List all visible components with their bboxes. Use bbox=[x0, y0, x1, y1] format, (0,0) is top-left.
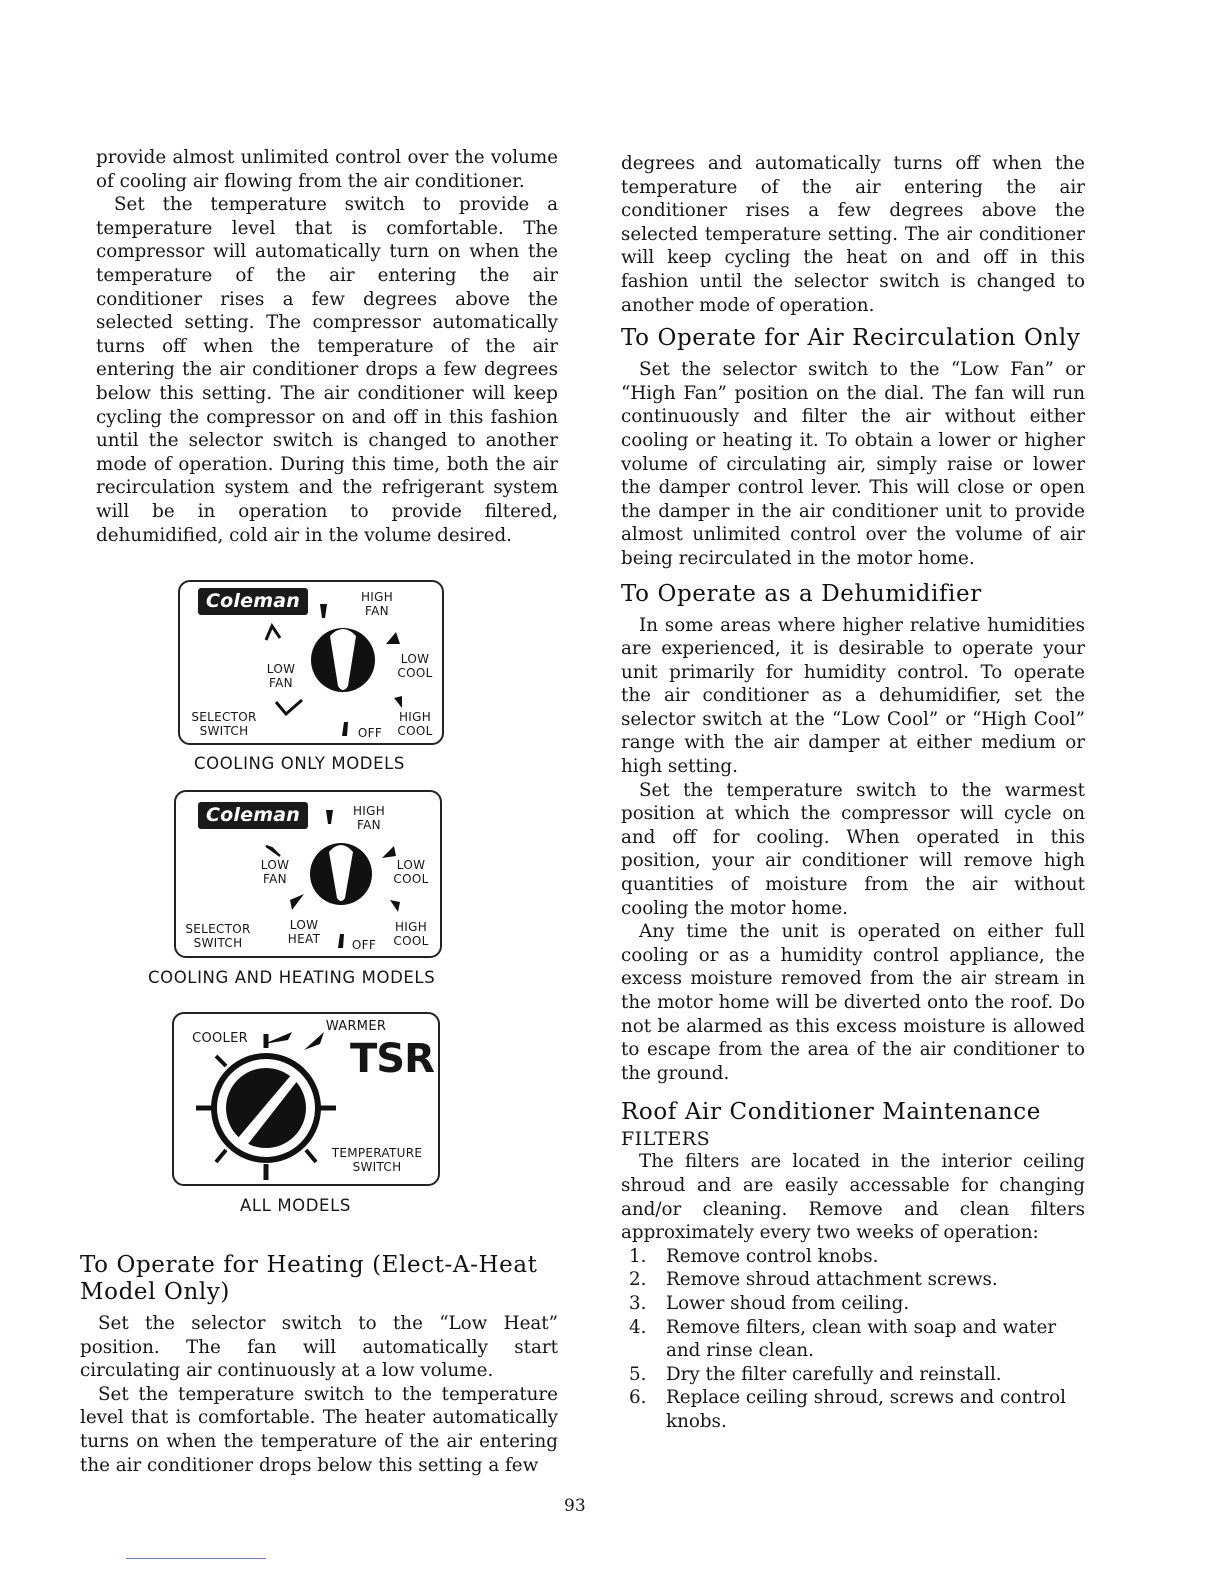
selector-dial-icon bbox=[180, 582, 442, 743]
coleman-logo: Coleman bbox=[198, 588, 308, 615]
page-number: 93 bbox=[564, 1496, 586, 1516]
paragraph: In some areas where higher relative humidities are experienced, it is desirable to operate your unit primarily for humidity control. To operate the air conditioner as a dehumidifier, set the selector switch at the “Low Cool” or “High Cool” range with the air damper at either medium or high setting. bbox=[621, 614, 1085, 778]
cooler-label: COOLER bbox=[192, 1031, 248, 1046]
list-item: 5. Dry the filter carefully and reinstall. bbox=[629, 1363, 1002, 1385]
temperature-switch-diagram bbox=[172, 1012, 440, 1186]
tsr-logo: TSR bbox=[350, 1036, 434, 1082]
list-item: 3. Lower shoud from ceiling. bbox=[629, 1292, 910, 1314]
paragraph: The filters are located in the interior ceiling shroud and are easily accessable for changing and/or cleaning. Remove and clean filters approximately every two weeks of operation: bbox=[621, 1151, 1085, 1244]
off-label: OFF bbox=[357, 726, 383, 740]
low-cool-label: LOW COOL bbox=[397, 652, 433, 680]
low-heat-label: LOW HEAT bbox=[287, 918, 321, 946]
cooling-only-selector-diagram bbox=[178, 580, 444, 745]
paragraph: Set the selector switch to the “Low Fan” or “High Fan” position on the dial. The fan will run continuously and filter the air without either cooling or heating it. To obtain a lower or higher volume of circulating air, simply raise or lower the damper control lever. This will close or open the damper in the air conditioner unit to provide almost unlimited control over the volume of air being recirculated in the motor home. bbox=[621, 359, 1085, 569]
low-cool-label: LOW COOL bbox=[393, 858, 429, 886]
footer-rule bbox=[126, 1558, 266, 1559]
cooling-heating-caption: COOLING AND HEATING MODELS bbox=[148, 968, 436, 987]
paragraph: provide almost unlimited control over the volume of cooling air flowing from the air conditioner. bbox=[96, 147, 558, 192]
heating-section bbox=[80, 1252, 558, 1477]
high-fan-label: HIGH FAN bbox=[352, 804, 386, 832]
paragraph: Any time the unit is operated on either full cooling or as a humidity control appliance, the excess moisture removed from the air stream in the motor home will be diverted onto the roof. Do not be alarmed as this excess moisture is allowed to escape from the area of the air conditioner to the ground. bbox=[621, 921, 1085, 1084]
list-item: 4. Remove filters, clean with soap and water and rinse clean. bbox=[629, 1316, 1057, 1362]
warmer-label: WARMER bbox=[325, 1019, 387, 1034]
low-fan-label: LOW FAN bbox=[260, 858, 290, 886]
recirculation-heading: To Operate for Air Recirculation Only bbox=[621, 325, 1081, 352]
cooling-only-caption: COOLING ONLY MODELS bbox=[194, 754, 406, 773]
heating-heading: To Operate for Heating (Elect-A-Heat Model Only) bbox=[80, 1252, 538, 1305]
selector-switch-label: SELECTOR SWITCH bbox=[185, 922, 251, 950]
selector-switch-label: SELECTOR SWITCH bbox=[191, 710, 257, 738]
high-fan-label: HIGH FAN bbox=[360, 590, 394, 618]
temperature-dial-icon bbox=[174, 1014, 438, 1184]
selector-dial-icon bbox=[176, 792, 440, 956]
filters-subheading: FILTERS bbox=[621, 1128, 711, 1151]
cooling-heating-selector-diagram bbox=[174, 790, 442, 958]
paragraph: Set the temperature switch to the temperature level that is comfortable. The heater automatically turns on when the temperature of the air entering the air conditioner drops below this setting a few bbox=[80, 1383, 558, 1476]
dehumidifier-heading: To Operate as a Dehumidifier bbox=[621, 580, 982, 607]
temperature-switch-label: TEMPERATURE SWITCH bbox=[331, 1146, 423, 1174]
high-cool-label: HIGH COOL bbox=[393, 920, 429, 948]
high-cool-label: HIGH COOL bbox=[397, 710, 433, 738]
paragraph: Set the temperature switch to the warmest position at which the compressor will cycle on and off for cooling. When operated in this position, your air conditioner will remove high quantities of moisture from the air without cooling the motor home. bbox=[621, 779, 1085, 919]
maintenance-heading: Roof Air Conditioner Maintenance bbox=[621, 1099, 1041, 1126]
right-column bbox=[621, 152, 1085, 1434]
list-item: 2. Remove shroud attachment screws. bbox=[629, 1269, 998, 1291]
off-label: OFF bbox=[351, 938, 377, 952]
filter-steps-list bbox=[621, 1245, 1085, 1434]
paragraph: Set the selector switch to the “Low Heat” position. The fan will automatically start circulating air continuously at a low volume. bbox=[80, 1313, 558, 1382]
list-item: 1. Remove control knobs. bbox=[629, 1245, 879, 1267]
list-item: 6. Replace ceiling shroud, screws and control knobs. bbox=[629, 1387, 1066, 1432]
low-fan-label: LOW FAN bbox=[266, 662, 296, 690]
coleman-logo: Coleman bbox=[198, 802, 308, 829]
paragraph: degrees and automatically turns off when the temperature of the air entering the air conditioner rises a few degrees above the selected temperature setting. The air conditioner will keep cycling the heat on and off in this fashion until the selector switch is changed to another mode of operation. bbox=[621, 153, 1085, 316]
left-column bbox=[96, 146, 558, 547]
paragraph: Set the temperature switch to provide a temperature level that is comfortable. The compressor will automatically turn on when the temperature of the air entering the air conditioner rises a few degrees above the selected setting. The compressor automatically turns off when the temperature of the air entering the air conditioner drops a few degrees below this setting. The air conditioner will keep cycling the compressor on and off in this fashion until the selector switch is changed to another mode of operation. During this time, both the air recirculation system and the refrigerant system will be in operation to provide filtered, dehumidified, cold air in the volume desired. bbox=[96, 194, 558, 546]
all-models-caption: ALL MODELS bbox=[240, 1196, 351, 1215]
